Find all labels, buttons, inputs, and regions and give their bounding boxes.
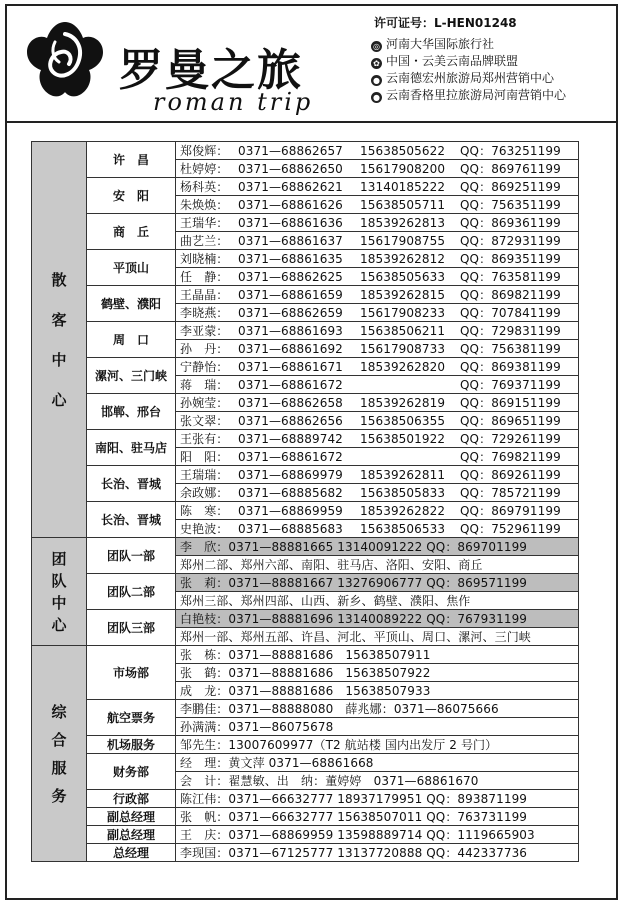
contact-info (176, 250, 579, 268)
contact-mob: 18539262822 (360, 504, 446, 518)
dept-label: 团队三部 (87, 610, 176, 646)
contact-qq: QQ：869351199 (460, 252, 561, 266)
section-char: 中 (51, 350, 67, 369)
contact-info (176, 142, 579, 160)
dept-label: 副总经理 (87, 826, 176, 844)
table-row (32, 754, 579, 772)
brand-name-en: roman trip (153, 88, 314, 116)
contact-name: 宁静怡： (180, 360, 229, 374)
contact-tel: 0371—68862657 (238, 144, 343, 158)
contact-info (176, 286, 579, 304)
contact-mob: 18539262820 (360, 360, 446, 374)
table-row (32, 322, 579, 340)
contact-tel: 0371—68861637 (238, 234, 343, 248)
contact-name: 李亚蒙： (180, 324, 229, 338)
contact-mob: 15638506355 (360, 414, 446, 428)
emblem-icon: ● (371, 75, 382, 86)
contact-name: 阳 阳： (180, 450, 229, 464)
contact-tel: 0371—68862621 (238, 180, 343, 194)
dept-label: 总经理 (87, 844, 176, 862)
contact-table (31, 141, 579, 862)
table-row (32, 466, 579, 484)
contact-name: 王张有： (180, 432, 229, 446)
city-label: 长治、晋城 (87, 502, 176, 538)
contact-tel: 0371—68861692 (238, 342, 343, 356)
contact-info (176, 214, 579, 232)
table-row (32, 502, 579, 520)
org-item: ◎ 河南大华国际旅行社 (373, 37, 495, 51)
license-number: 许可证号：L-HEN01248 (374, 16, 517, 30)
contact-name: 余政娜： (180, 486, 229, 500)
dept-label: 团队一部 (87, 538, 176, 574)
contact-name: 王瑞瑞： (180, 468, 229, 482)
contact-tel: 0371—68861693 (238, 324, 343, 338)
contact-name: 王瑞华： (180, 216, 229, 230)
city-label: 周 口 (87, 322, 176, 358)
contact-name: 杨科英： (180, 180, 229, 194)
contact-info (176, 520, 579, 538)
service-contact: 李现国：0371—67125777 13137720888 QQ：442337736 (176, 844, 579, 862)
org-item: ● 云南香格里拉旅游局河南营销中心 (373, 88, 567, 102)
contact-info (176, 484, 579, 502)
contact-qq: QQ：869821199 (460, 288, 561, 302)
contact-name: 蒋 瑞： (180, 378, 229, 392)
contact-mob: 18539262811 (360, 468, 446, 482)
contact-name: 史艳波： (180, 522, 229, 536)
contact-mob: 15617908755 (360, 234, 446, 248)
contact-info (176, 376, 579, 394)
section-char: 服 (51, 758, 67, 777)
contact-name: 任 静： (180, 270, 229, 284)
contact-tel: 0371—68869979 (238, 468, 343, 482)
contact-mob: 18539262813 (360, 216, 446, 230)
contact-qq: QQ：769821199 (460, 450, 561, 464)
service-contact: 邹先生：13007609977（T2 航站楼 国内出发厅 2 号门） (176, 736, 579, 754)
table-row (32, 790, 579, 808)
contact-info (176, 178, 579, 196)
contact-tel: 0371—68889742 (238, 432, 343, 446)
contact-mob: 15638501922 (360, 432, 446, 446)
contact-mob: 15638505633 (360, 270, 446, 284)
section-label-general (32, 646, 87, 862)
contact-qq: QQ：729261199 (460, 432, 561, 446)
emblem-icon: ● (371, 92, 382, 103)
service-contact: 张 鹤：0371—88881686 15638507922 (176, 664, 579, 682)
section-char: 合 (51, 730, 67, 749)
contact-info (176, 340, 579, 358)
table-row (32, 178, 579, 196)
header (7, 6, 616, 123)
contact-qq: QQ：869761199 (460, 162, 561, 176)
table-row (32, 250, 579, 268)
team-regions: 郑州三部、郑州四部、山西、新乡、鹤壁、濮阳、焦作 (176, 592, 579, 610)
city-label: 长治、晋城 (87, 466, 176, 502)
table-row (32, 610, 579, 628)
contact-mob: 15638505833 (360, 486, 446, 500)
service-contact: 张 栋：0371—88881686 15638507911 (176, 646, 579, 664)
contact-tel: 0371—68862650 (238, 162, 343, 176)
table-row (32, 646, 579, 664)
city-label: 漯河、三门峡 (87, 358, 176, 394)
contact-tel: 0371—68862656 (238, 414, 343, 428)
section-char: 团 (51, 549, 67, 568)
contact-tel: 0371—68862658 (238, 396, 343, 410)
contact-mob: 15638506533 (360, 522, 446, 536)
globe-icon: ◎ (371, 41, 382, 52)
section-char: 务 (51, 786, 67, 805)
contact-info (176, 196, 579, 214)
contact-tel: 0371—68885682 (238, 486, 343, 500)
table-row (32, 286, 579, 304)
team-regions: 郑州一部、郑州五部、许昌、河北、平顶山、周口、漯河、三门峡 (176, 628, 579, 646)
city-label: 商 丘 (87, 214, 176, 250)
table-row (32, 358, 579, 376)
table-row (32, 574, 579, 592)
section-char: 散 (51, 270, 67, 289)
service-contact: 王 庆：0371—68869959 13598889714 QQ：1119665903 (176, 826, 579, 844)
contact-name: 刘晓楠： (180, 252, 229, 266)
contact-tel: 0371—68869959 (238, 504, 343, 518)
city-label: 平顶山 (87, 250, 176, 286)
contact-info (176, 466, 579, 484)
contact-qq: QQ：869361199 (460, 216, 561, 230)
org-item: ● 云南德宏州旅游局郑州营销中心 (373, 71, 555, 85)
contact-mob: 15638506211 (360, 324, 446, 338)
team-contact: 张 莉：0371—88881667 13276906777 QQ：869571199 (176, 574, 579, 592)
table-row (32, 394, 579, 412)
section-char: 客 (51, 310, 67, 329)
dept-label: 行政部 (87, 790, 176, 808)
city-label: 许 昌 (87, 142, 176, 178)
flower-icon: ✿ (371, 58, 382, 69)
contact-tel: 0371—68861671 (238, 360, 343, 374)
contact-name: 孙 丹： (180, 342, 229, 356)
service-contact: 李鹏佳：0371—88888080 薛兆娜：0371—86075666 (176, 700, 579, 718)
brand-name-cn: 罗曼之旅 (119, 45, 303, 96)
org-item: ✿ 中国・云美云南品牌联盟 (371, 53, 566, 70)
contact-name: 陈 寒： (180, 504, 229, 518)
city-label: 邯郸、邢台 (87, 394, 176, 430)
service-contact: 会 计：翟慧敏、出 纳：董婷婷 0371—68861670 (176, 772, 579, 790)
contact-qq: QQ：869151199 (460, 396, 561, 410)
section-char: 队 (51, 571, 67, 590)
contact-info (176, 430, 579, 448)
contact-info (176, 502, 579, 520)
table-row (32, 826, 579, 844)
service-contact: 孙满满：0371—86075678 (176, 718, 579, 736)
contact-mob: 13140185222 (360, 180, 446, 194)
contact-mob: 15617908733 (360, 342, 446, 356)
contact-qq: QQ：763251199 (460, 144, 561, 158)
dept-label: 团队二部 (87, 574, 176, 610)
service-contact: 张 帆：0371—66632777 15638507011 QQ：763731199 (176, 808, 579, 826)
contact-info (176, 358, 579, 376)
section-char: 中 (51, 593, 67, 612)
contact-qq: QQ：869251199 (460, 180, 561, 194)
city-label: 南阳、驻马店 (87, 430, 176, 466)
table-row (32, 736, 579, 754)
roman-trip-logo (23, 18, 107, 102)
contact-qq: QQ：869261199 (460, 468, 561, 482)
city-label: 鹤壁、濮阳 (87, 286, 176, 322)
contact-mob: 15638505622 (360, 144, 446, 158)
contact-qq: QQ：785721199 (460, 486, 561, 500)
contact-name: 孙婉莹： (180, 396, 229, 410)
team-contact: 白艳枝：0371—88881696 13140089222 QQ：767931199 (176, 610, 579, 628)
contact-mob: 15617908200 (360, 162, 446, 176)
contact-name: 王晶晶： (180, 288, 229, 302)
contact-name: 杜婷婷： (180, 162, 229, 176)
dept-label: 市场部 (87, 646, 176, 700)
contact-tel: 0371—68861635 (238, 252, 343, 266)
contact-mob: 18539262815 (360, 288, 446, 302)
contact-tel: 0371—68862659 (238, 306, 343, 320)
contact-name: 曲艺兰： (180, 234, 229, 248)
contact-tel: 0371—68861672 (238, 450, 343, 464)
contact-qq: QQ：869791199 (460, 504, 561, 518)
service-contact: 陈江伟：0371—66632777 18937179951 QQ：893871199 (176, 790, 579, 808)
contact-tel: 0371—68861659 (238, 288, 343, 302)
contact-qq: QQ：872931199 (460, 234, 561, 248)
org-list (371, 36, 566, 104)
contact-mob: 15638505711 (360, 198, 446, 212)
contact-name: 张文翠： (180, 414, 229, 428)
team-regions: 郑州二部、郑州六部、南阳、驻马店、洛阳、安阳、商丘 (176, 556, 579, 574)
contact-info (176, 394, 579, 412)
section-label-team (32, 538, 87, 646)
table-row (32, 430, 579, 448)
contact-qq: QQ：756351199 (460, 198, 561, 212)
contact-name: 李晓燕： (180, 306, 229, 320)
section-char: 心 (51, 615, 67, 634)
dept-label: 航空票务 (87, 700, 176, 736)
section-label-sanke (32, 142, 87, 538)
contact-name: 郑俊辉： (180, 144, 229, 158)
contact-info (176, 160, 579, 178)
contact-tel: 0371—68885683 (238, 522, 343, 536)
contact-qq: QQ：756381199 (460, 342, 561, 356)
table-row (32, 214, 579, 232)
contact-qq: QQ：707841199 (460, 306, 561, 320)
contact-info (176, 448, 579, 466)
contact-tel: 0371—68862625 (238, 270, 343, 284)
section-char: 心 (51, 390, 67, 409)
contact-qq: QQ：752961199 (460, 522, 561, 536)
dept-label: 副总经理 (87, 808, 176, 826)
contact-info (176, 268, 579, 286)
table-row (32, 142, 579, 160)
contact-qq: QQ：869381199 (460, 360, 561, 374)
table-row (32, 538, 579, 556)
contact-mob: 15617908233 (360, 306, 446, 320)
contact-name: 朱焕焕： (180, 198, 229, 212)
dept-label: 财务部 (87, 754, 176, 790)
contact-tel: 0371—68861636 (238, 216, 343, 230)
contact-info (176, 232, 579, 250)
contact-mob: 18539262819 (360, 396, 446, 410)
contact-info (176, 412, 579, 430)
dept-label: 机场服务 (87, 736, 176, 754)
contact-qq: QQ：869651199 (460, 414, 561, 428)
city-label: 安 阳 (87, 178, 176, 214)
contact-tel: 0371—68861672 (238, 378, 343, 392)
service-contact: 经 理：黄文萍 0371—68861668 (176, 754, 579, 772)
service-contact: 成 龙：0371—88881686 15638507933 (176, 682, 579, 700)
contact-info (176, 322, 579, 340)
contact-qq: QQ：729831199 (460, 324, 561, 338)
team-contact: 李 欣：0371—88881665 13140091222 QQ：869701199 (176, 538, 579, 556)
contact-qq: QQ：763581199 (460, 270, 561, 284)
contact-qq: QQ：769371199 (460, 378, 561, 392)
contact-mob: 18539262812 (360, 252, 446, 266)
table-row (32, 844, 579, 862)
contact-tel: 0371—68861626 (238, 198, 343, 212)
table-row (32, 700, 579, 718)
section-char: 综 (51, 702, 67, 721)
contact-info (176, 304, 579, 322)
table-row (32, 808, 579, 826)
